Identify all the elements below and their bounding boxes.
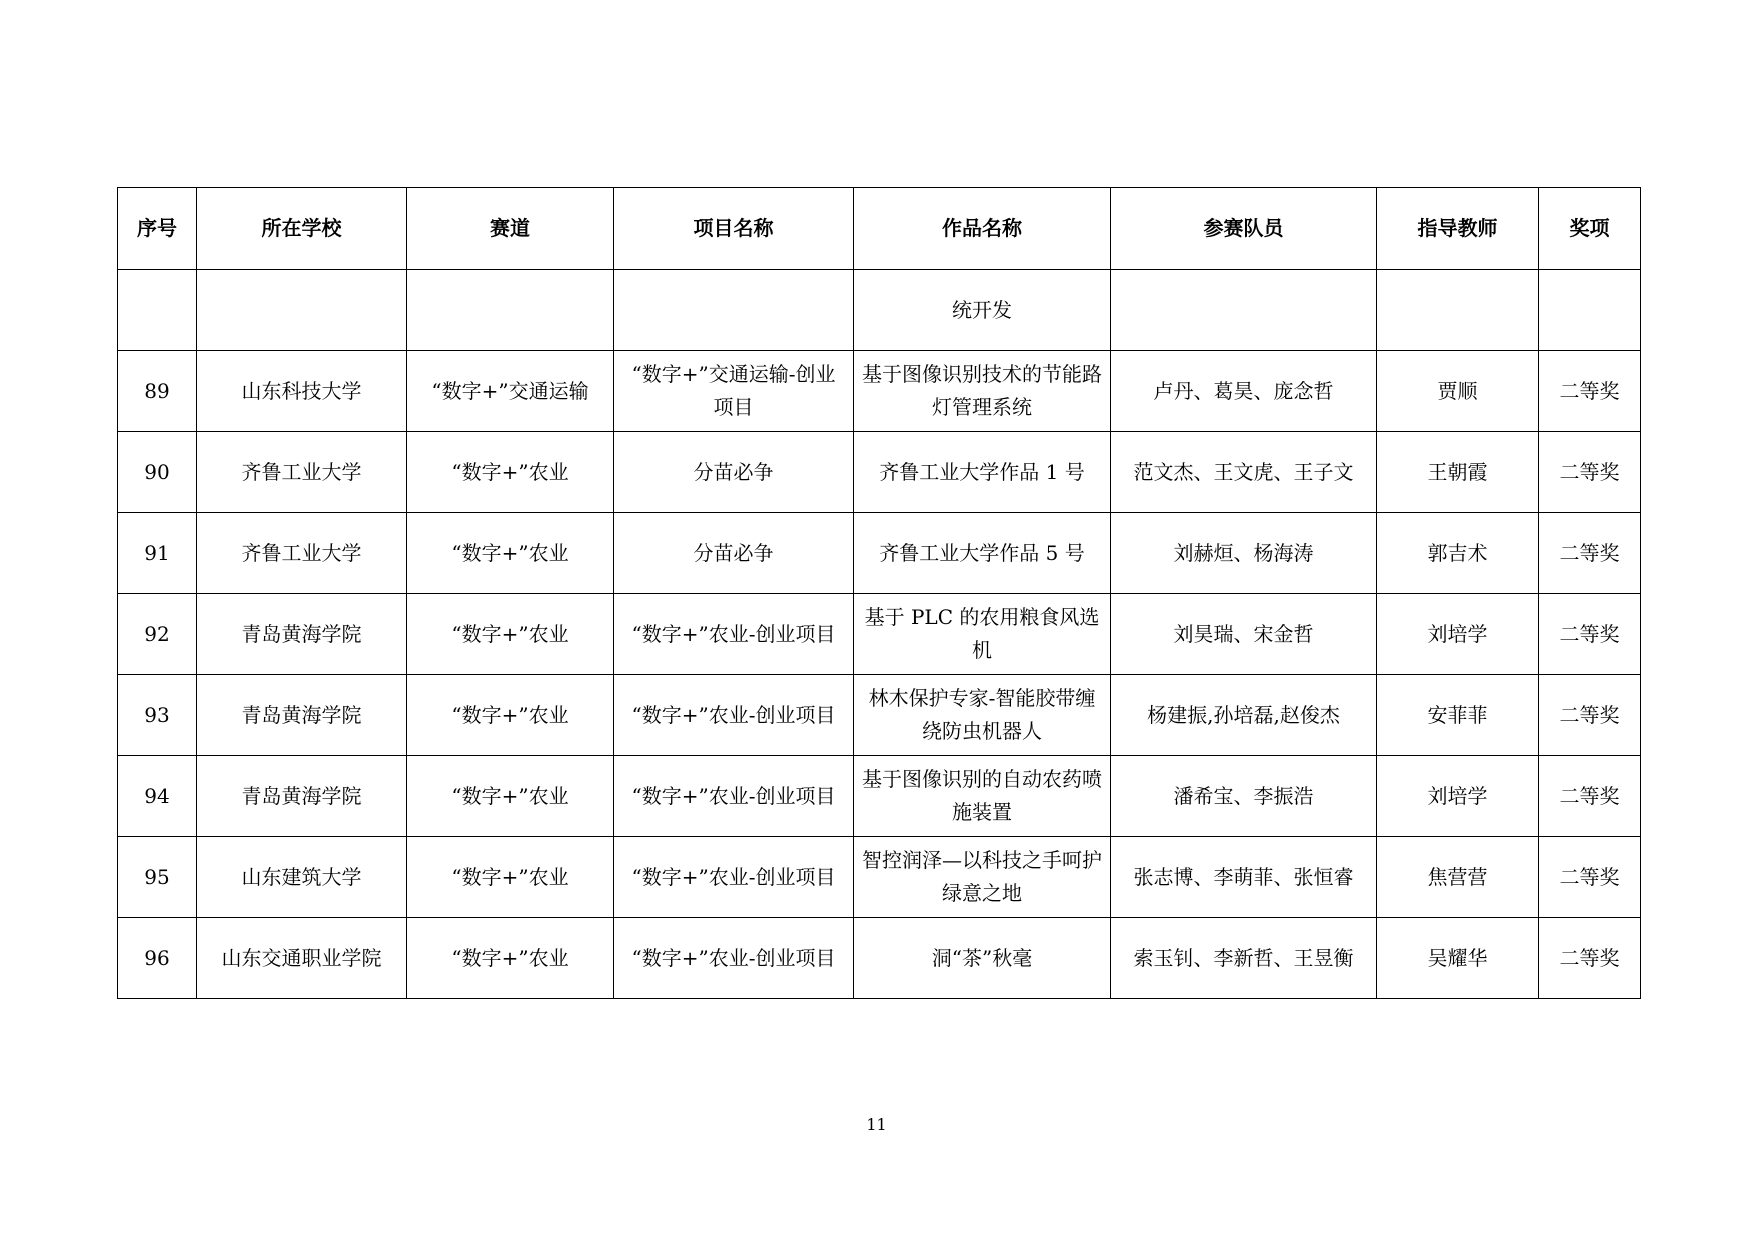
cell-track: “数字+”农业: [407, 594, 614, 675]
cell-track: “数字+”交通运输: [407, 351, 614, 432]
table-cell: [197, 270, 407, 351]
table-cell: [1377, 270, 1539, 351]
cell-award: 二等奖: [1539, 594, 1641, 675]
cell-school: 齐鲁工业大学: [197, 432, 407, 513]
continuation-row: [118, 270, 1641, 351]
header-award: 奖项: [1539, 188, 1641, 270]
cell-project-name: “数字+”农业-创业项目: [614, 756, 854, 837]
table-cell: [118, 270, 197, 351]
awards-table: [117, 187, 1641, 999]
table-row: [118, 918, 1641, 999]
cell-team-members: 张志博、李萌菲、张恒睿: [1111, 837, 1377, 918]
table-cell: [1539, 270, 1641, 351]
cell-award: 二等奖: [1539, 675, 1641, 756]
cell-award: 二等奖: [1539, 432, 1641, 513]
cell-school: 齐鲁工业大学: [197, 513, 407, 594]
cell-track: “数字+”农业: [407, 513, 614, 594]
cell-advisor: 刘培学: [1377, 594, 1539, 675]
cell-project-name: 分苗必争: [614, 513, 854, 594]
cell-advisor: 焦营营: [1377, 837, 1539, 918]
table-row: [118, 756, 1641, 837]
cell-project-name: “数字+”农业-创业项目: [614, 837, 854, 918]
cell-index: 92: [118, 594, 197, 675]
cell-track: “数字+”农业: [407, 918, 614, 999]
cell-work-name: 基于图像识别技术的节能路灯管理系统: [854, 351, 1111, 432]
cell-work-name: 齐鲁工业大学作品 1 号: [854, 432, 1111, 513]
cell-project-name: “数字+”农业-创业项目: [614, 675, 854, 756]
cell-work-name: 齐鲁工业大学作品 5 号: [854, 513, 1111, 594]
cell-advisor: 刘培学: [1377, 756, 1539, 837]
cell-work-name: 智控润泽—以科技之手呵护绿意之地: [854, 837, 1111, 918]
table-row: [118, 675, 1641, 756]
cell-index: 89: [118, 351, 197, 432]
header-row: [118, 188, 1641, 270]
header-index: 序号: [118, 188, 197, 270]
cell-advisor: 安菲菲: [1377, 675, 1539, 756]
cell-team-members: 潘希宝、李振浩: [1111, 756, 1377, 837]
cell-work-name: 基于图像识别的自动农药喷施装置: [854, 756, 1111, 837]
cell-school: 山东建筑大学: [197, 837, 407, 918]
table-row: [118, 432, 1641, 513]
cell-school: 青岛黄海学院: [197, 756, 407, 837]
cell-index: 95: [118, 837, 197, 918]
cell-team-members: 刘赫烜、杨海涛: [1111, 513, 1377, 594]
header-team-members: 参赛队员: [1111, 188, 1377, 270]
cell-work-name: 基于 PLC 的农用粮食风选机: [854, 594, 1111, 675]
table-cell: 统开发: [854, 270, 1111, 351]
cell-advisor: 贾顺: [1377, 351, 1539, 432]
table-row: [118, 837, 1641, 918]
cell-award: 二等奖: [1539, 837, 1641, 918]
cell-advisor: 吴耀华: [1377, 918, 1539, 999]
cell-track: “数字+”农业: [407, 432, 614, 513]
cell-index: 96: [118, 918, 197, 999]
cell-project-name: “数字+”交通运输-创业项目: [614, 351, 854, 432]
header-project-name: 项目名称: [614, 188, 854, 270]
cell-award: 二等奖: [1539, 513, 1641, 594]
cell-team-members: 杨建振,孙培磊,赵俊杰: [1111, 675, 1377, 756]
table-cell: [1111, 270, 1377, 351]
header-work-name: 作品名称: [854, 188, 1111, 270]
cell-school: 青岛黄海学院: [197, 675, 407, 756]
table-row: [118, 594, 1641, 675]
cell-award: 二等奖: [1539, 351, 1641, 432]
cell-index: 94: [118, 756, 197, 837]
table-cell: [407, 270, 614, 351]
cell-advisor: 王朝霞: [1377, 432, 1539, 513]
cell-track: “数字+”农业: [407, 756, 614, 837]
table-row: [118, 351, 1641, 432]
header-track: 赛道: [407, 188, 614, 270]
page-number: 11: [866, 1115, 887, 1134]
cell-award: 二等奖: [1539, 918, 1641, 999]
cell-track: “数字+”农业: [407, 837, 614, 918]
cell-team-members: 索玉钊、李新哲、王昱衡: [1111, 918, 1377, 999]
cell-work-name: 林木保护专家-智能胶带缠绕防虫机器人: [854, 675, 1111, 756]
cell-track: “数字+”农业: [407, 675, 614, 756]
cell-school: 青岛黄海学院: [197, 594, 407, 675]
cell-index: 93: [118, 675, 197, 756]
cell-project-name: “数字+”农业-创业项目: [614, 594, 854, 675]
header-advisor: 指导教师: [1377, 188, 1539, 270]
cell-index: 90: [118, 432, 197, 513]
cell-team-members: 范文杰、王文虎、王子文: [1111, 432, 1377, 513]
table-cell: [614, 270, 854, 351]
cell-work-name: 洞“茶”秋毫: [854, 918, 1111, 999]
cell-team-members: 刘昊瑞、宋金哲: [1111, 594, 1377, 675]
table-row: [118, 513, 1641, 594]
header-school: 所在学校: [197, 188, 407, 270]
cell-project-name: “数字+”农业-创业项目: [614, 918, 854, 999]
cell-school: 山东科技大学: [197, 351, 407, 432]
cell-award: 二等奖: [1539, 756, 1641, 837]
cell-project-name: 分苗必争: [614, 432, 854, 513]
cell-index: 91: [118, 513, 197, 594]
cell-team-members: 卢丹、葛昊、庞念哲: [1111, 351, 1377, 432]
cell-advisor: 郭吉术: [1377, 513, 1539, 594]
cell-school: 山东交通职业学院: [197, 918, 407, 999]
